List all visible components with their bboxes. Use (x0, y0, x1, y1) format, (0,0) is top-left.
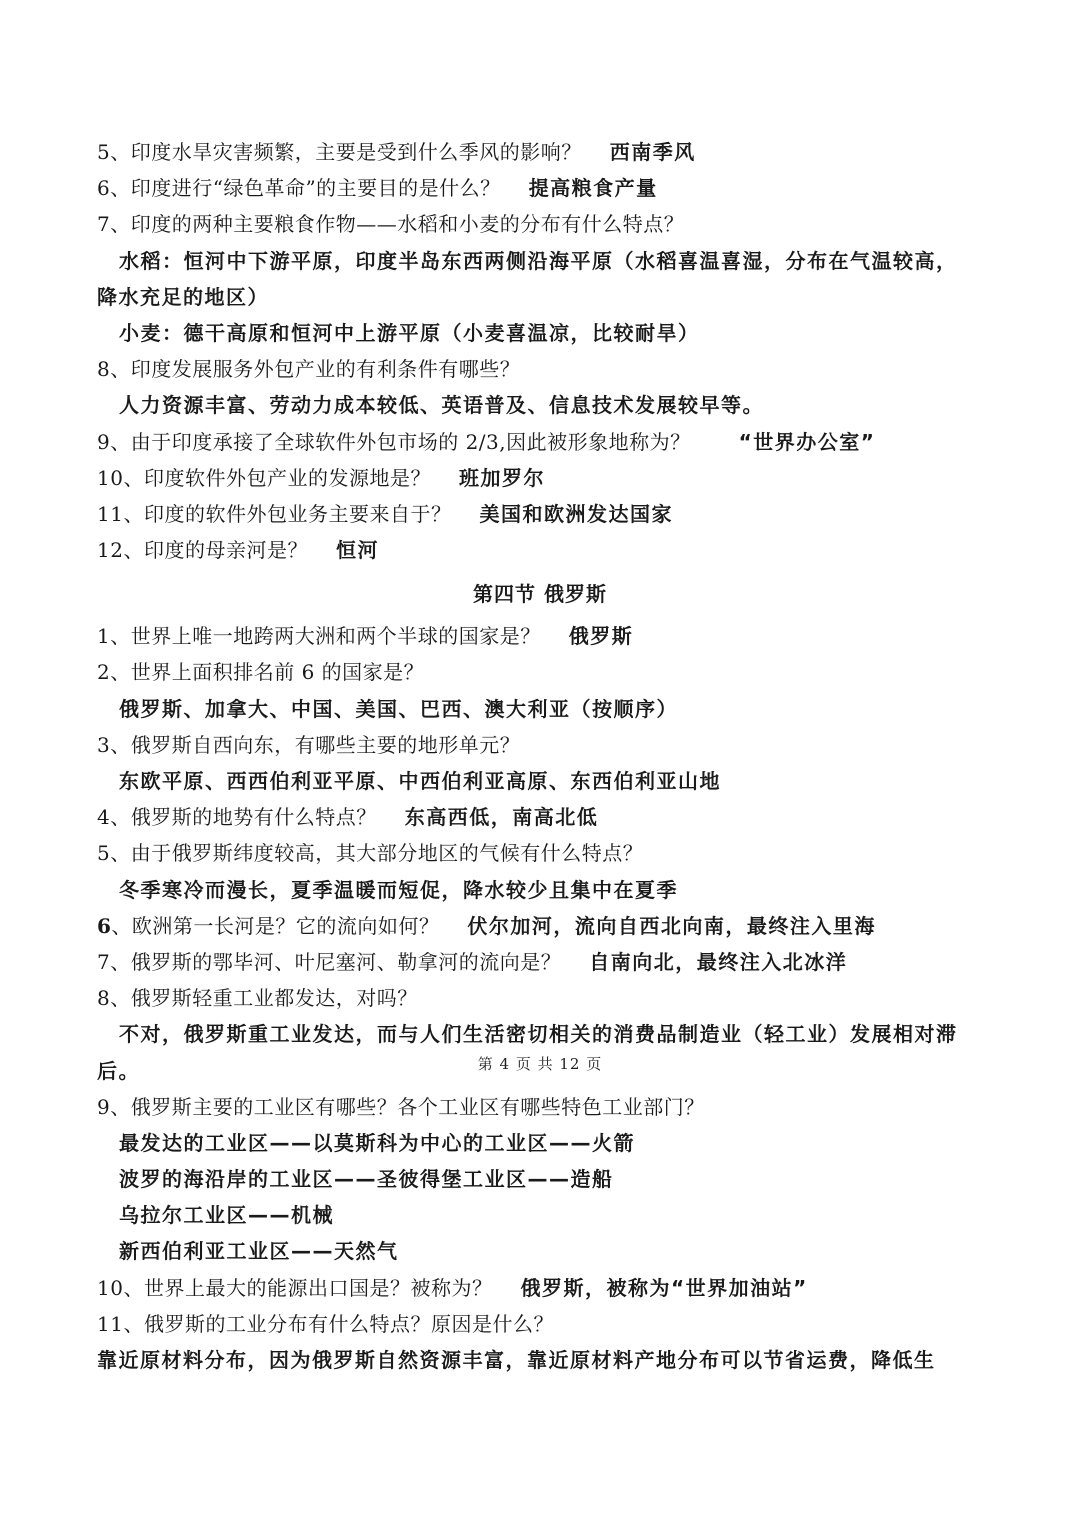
answer-text: 降水充足的地区） (97, 284, 269, 309)
russia-answer-11-line (97, 1342, 997, 1378)
russia-answer-9-line3 (97, 1197, 997, 1233)
answer-text: 人力资源丰富、劳动力成本较低、英语普及、信息技术发展较早等。 (119, 393, 764, 418)
answer-text: 班加罗尔 (458, 465, 545, 490)
answer-text: 东欧平原、西西伯利亚平原、中西伯利亚高原、东西伯利亚山地 (119, 769, 721, 793)
question-text: 9、俄罗斯主要的工业区有哪些？各个工业区有哪些特色工业部门？ (97, 1094, 705, 1119)
question-11-line (97, 496, 997, 532)
answer-8-line (97, 387, 997, 423)
answer-text: 小麦：德干高原和恒河中上游平原（小麦喜温凉，比较耐旱） (119, 320, 700, 345)
question-text: 12、印度的母亲河是？ (97, 538, 308, 563)
answer-7-rice-line1 (97, 243, 997, 279)
answer-text: 波罗的海沿岸的工业区——圣彼得堡工业区——造船 (119, 1167, 614, 1192)
answer-text: 新西伯利亚工业区——天然气 (119, 1239, 399, 1264)
russia-answer-3-line (97, 763, 997, 799)
russia-question-8-line (97, 980, 997, 1016)
question-text: 3、俄罗斯自西向东，有哪些主要的地形单元？ (97, 732, 521, 757)
answer-text: 最发达的工业区——以莫斯科为中心的工业区——火箭 (119, 1130, 635, 1155)
question-number: 6 (97, 913, 112, 938)
answer-text: 冬季寒冷而漫长，夏季温暖而短促，降水较少且集中在夏季 (119, 877, 678, 902)
page-footer: 第 4 页 共 12 页 (477, 1055, 603, 1073)
russia-answer-9-line2 (97, 1161, 997, 1197)
russia-question-7-line (97, 944, 997, 980)
russia-question-3-line (97, 727, 997, 763)
answer-text: 不对，俄罗斯重工业发达，而与人们生活密切相关的消费品制造业（轻工业）发展相对滞 (119, 1022, 958, 1047)
question-text: 5、由于俄罗斯纬度较高，其大部分地区的气候有什么特点？ (97, 841, 644, 866)
russia-answer-8-line1 (97, 1016, 997, 1052)
question-10-line (97, 460, 997, 496)
answer-text: 西南季风 (609, 140, 696, 164)
answer-text: “世界办公室” (738, 429, 876, 454)
answer-text: 俄罗斯、加拿大、中国、美国、巴西、澳大利亚（按顺序） (119, 696, 678, 721)
question-text: 11、俄罗斯的工业分布有什么特点？原因是什么？ (97, 1311, 554, 1336)
question-text: 1、世界上唯一地跨两大洲和两个半球的国家是？ (97, 624, 541, 649)
russia-answer-9-line1 (97, 1125, 997, 1161)
russia-question-10-line (97, 1270, 997, 1306)
question-text: 6、印度进行“绿色革命”的主要目的是什么？ (97, 176, 501, 201)
page-content (97, 134, 997, 1378)
answer-text: 美国和欧洲发达国家 (479, 501, 673, 526)
question-text: 7、印度的两种主要粮食作物——水稻和小麦的分布有什么特点？ (97, 212, 685, 237)
question-text: 10、印度软件外包产业的发源地是？ (97, 465, 431, 490)
answer-text: 伏尔加河，流向自西北向南，最终注入里海 (467, 913, 876, 938)
russia-answer-9-line4 (97, 1233, 997, 1269)
russia-question-1-line (97, 618, 997, 654)
answer-text: 乌拉尔工业区——机械 (119, 1203, 334, 1228)
section-title: 第四节 俄罗斯 (473, 582, 607, 607)
question-text: 4、俄罗斯的地势有什么特点？ (97, 805, 377, 830)
answer-7-rice-line2 (97, 279, 997, 315)
question-5-line (97, 134, 997, 170)
russia-answer-5-line (97, 872, 997, 908)
russia-question-6-line (97, 908, 997, 944)
question-text: 7、俄罗斯的鄂毕河、叶尼塞河、勒拿河的流向是？ (97, 949, 562, 974)
question-7-line (97, 206, 997, 242)
russia-question-5-line (97, 835, 997, 871)
russia-question-4-line (97, 799, 997, 835)
answer-text: 东高西低，南高北低 (404, 805, 599, 830)
answer-text: 俄罗斯，被称为“世界加油站” (520, 1275, 808, 1300)
answer-text: 自南向北，最终注入北冰洋 (589, 949, 848, 974)
question-12-line (97, 532, 997, 568)
answer-text: 后。 (97, 1058, 140, 1083)
answer-text: 提高粮食产量 (528, 176, 658, 201)
question-8-line (97, 351, 997, 387)
question-6-line (97, 170, 997, 206)
russia-question-9-line (97, 1089, 997, 1125)
answer-text: 俄罗斯 (568, 624, 634, 649)
answer-text: 恒河 (335, 538, 379, 563)
question-text: 2、世界上面积排名前 6 的国家是？ (97, 660, 425, 685)
answer-7-wheat (97, 315, 997, 351)
question-text: 11、印度的软件外包业务主要来自于？ (97, 501, 452, 526)
answer-text: 靠近原材料分布，因为俄罗斯自然资源丰富，靠近原材料产地分布可以节省运费，降低生 (97, 1348, 936, 1372)
russia-question-2-line (97, 654, 997, 690)
question-text: 9、由于印度承接了全球软件外包市场的 2/3,因此被形象地称为？ (97, 429, 691, 454)
question-text: 8、印度发展服务外包产业的有利条件有哪些？ (97, 357, 521, 382)
question-9-line (97, 424, 997, 460)
russia-question-11-line (97, 1306, 997, 1342)
question-text: 10、世界上最大的能源出口国是？被称为？ (97, 1275, 493, 1300)
question-text: 8、俄罗斯轻重工业都发达，对吗？ (97, 986, 418, 1011)
question-text: 、欧洲第一长河是？它的流向如何？ (111, 913, 440, 938)
answer-text: 水稻：恒河中下游平原，印度半岛东西两侧沿海平原（水稻喜温喜湿，分布在气温较高， (119, 248, 958, 273)
russia-answer-2-line (97, 691, 997, 727)
question-text: 5、印度水旱灾害频繁，主要是受到什么季风的影响？ (97, 140, 582, 164)
